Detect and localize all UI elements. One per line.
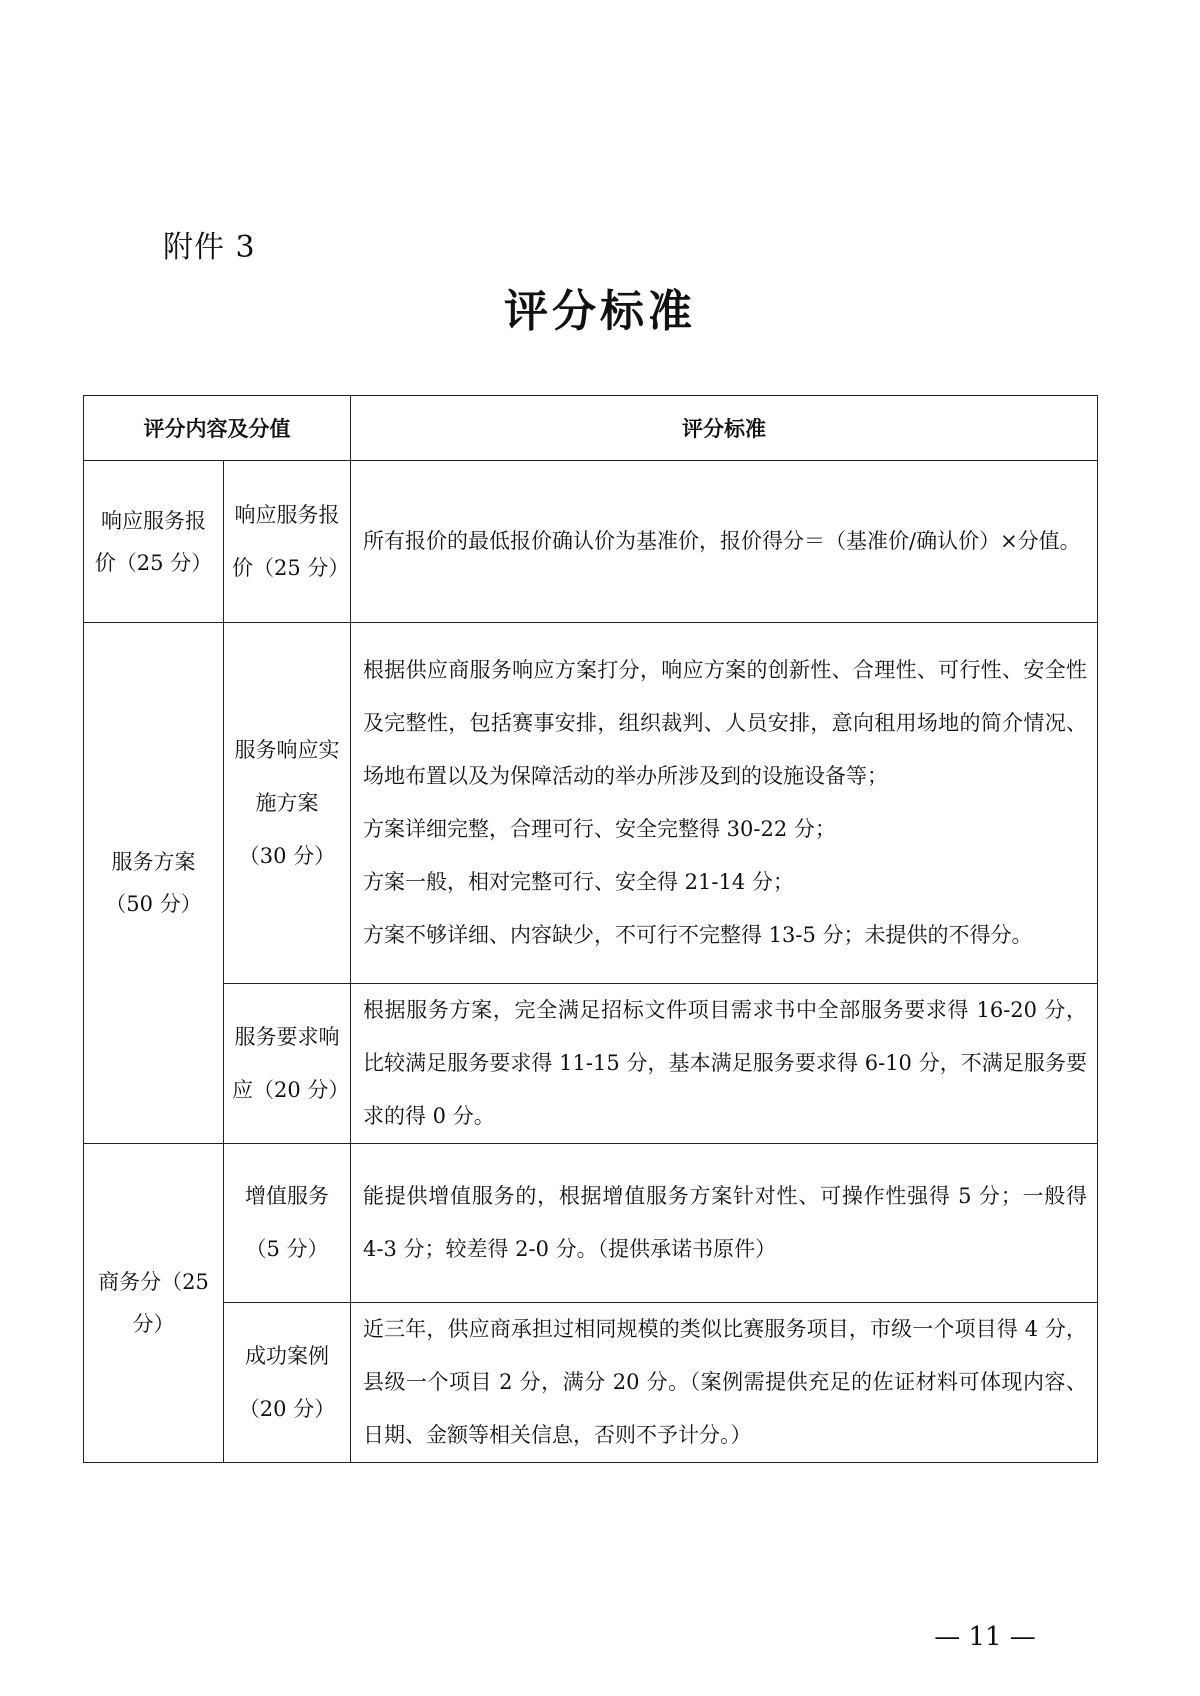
category-plan: 服务方案（50 分）	[84, 623, 224, 1144]
header-content-cell: 评分内容及分值	[84, 396, 351, 461]
criteria-line: 近三年，供应商承担过相同规模的类似比赛服务项目，市级一个项目得 4 分，县级一个项目 2 分，满分 20 分。（案例需提供充足的佐证材料可体现内容、日期、金额等相关信息，否则不予计分。）	[363, 1317, 1087, 1447]
category-price: 响应服务报价（25 分）	[84, 461, 224, 623]
item-requirements: 服务要求响应（20 分）	[224, 984, 351, 1144]
criteria-line: 方案不够详细、内容缺少，不可行不完整得 13-5 分；未提供的不得分。	[363, 923, 1033, 947]
criteria-line: 根据服务方案，完全满足招标文件项目需求书中全部服务要求得 16-20 分，比较满足服务要求得 11-15 分，基本满足服务要求得 6-10 分，不满足服务要求的得 0 分。	[363, 998, 1087, 1128]
table-row	[84, 1144, 1098, 1303]
table-row	[84, 461, 1098, 623]
criteria-requirements	[351, 984, 1098, 1144]
scoring-table	[83, 395, 1098, 1463]
criteria-cases	[351, 1303, 1098, 1463]
item-value-added: 增值服务（5 分）	[224, 1144, 351, 1303]
criteria-line: 方案详细完整，合理可行、安全完整得 30-22 分；	[363, 817, 836, 841]
criteria-line: 根据供应商服务响应方案打分，响应方案的创新性、合理性、可行性、安全性及完整性，包括赛事安排，组织裁判、人员安排，意向租用场地的简介情况、场地布置以及为保障活动的举办所涉及到的设施设备等；	[363, 658, 1087, 788]
page-title: 评分标准	[504, 286, 696, 337]
criteria-line: 所有报价的最低报价确认价为基准价，报价得分＝（基准价/确认价）×分值。	[363, 529, 1081, 553]
table-row	[84, 1303, 1098, 1463]
criteria-implementation	[351, 623, 1098, 984]
criteria-line: 方案一般，相对完整可行、安全得 21-14 分；	[363, 870, 794, 894]
header-standard-cell: 评分标准	[351, 396, 1098, 461]
criteria-line: 能提供增值服务的，根据增值服务方案针对性、可操作性强得 5 分；一般得 4-3 分；较差得 2-0 分。（提供承诺书原件）	[363, 1184, 1087, 1261]
criteria-value-added	[351, 1144, 1098, 1303]
criteria-quote	[351, 461, 1098, 623]
category-business: 商务分（25 分）	[84, 1144, 224, 1463]
item-implementation: 服务响应实施方案（30 分）	[224, 623, 351, 984]
table-header-row	[84, 396, 1098, 461]
page-number: — 11 —	[934, 1622, 1036, 1652]
table-row	[84, 984, 1098, 1144]
item-cases: 成功案例（20 分）	[224, 1303, 351, 1463]
attachment-label: 附件 3	[163, 230, 256, 265]
item-quote: 响应服务报价（25 分）	[224, 461, 351, 623]
table-row	[84, 623, 1098, 984]
